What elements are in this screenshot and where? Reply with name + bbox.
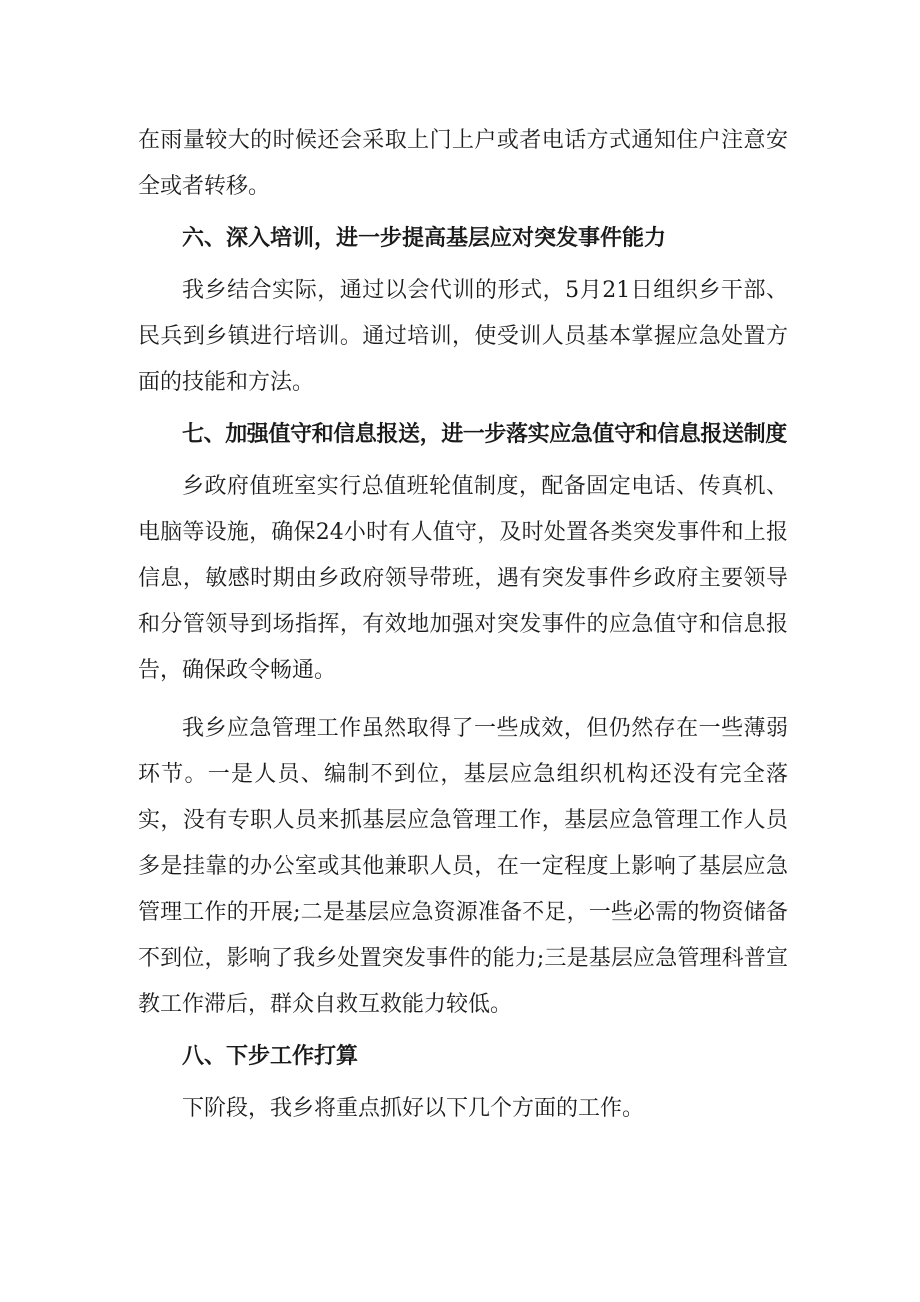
document-page [138,118,788,1132]
paragraph-next-steps: 下阶段，我乡将重点抓好以下几个方面的工作。 [182,1096,645,1121]
spacer [138,694,788,706]
paragraph-duty: 乡政府值班室实行总值班轮值制度，配备固定电话、传真机、电脑等设施，确保24小时有人值守，及时处置各类突发事件和上报信息，敏感时期由乡政府领导带班，遇有突发事件乡政府主要领导和分管领导到场指挥，有效地加强对突发事件的应急值守和信息报告，确保政令畅通。 [138,474,788,683]
paragraph-weaknesses: 我乡应急管理工作虽然取得了一些成效，但仍然存在一些薄弱环节。一是人员、编制不到位，基层应急组织机构还没有完全落实，没有专职人员来抓基层应急管理工作，基层应急管理工作人员多是挂靠的办公室或其他兼职人员，在一定程度上影响了基层应急管理工作的开展;二是基层应急资源准备不足，一些必需的物资储备不到位，影响了我乡处置突发事件的能力;三是基层应急管理科普宣教工作滞后，群众自救互救能力较低。 [138,716,788,1017]
section-heading-6: 六、深入培训，进一步提高基层应对突发事件能力 [182,226,667,251]
paragraph-continuation: 在雨量较大的时候还会采取上门上户或者电话方式通知住户注意安全或者转移。 [138,128,788,199]
section-heading-8: 八、下步工作打算 [182,1044,359,1069]
section-heading-7: 七、加强值守和信息报送，进一步落实应急值守和信息报送制度 [182,422,787,447]
paragraph-training: 我乡结合实际，通过以会代训的形式，5月21日组织乡干部、民兵到乡镇进行培训。通过培训，使受训人员基本掌握应急处置方面的技能和方法。 [138,278,788,395]
